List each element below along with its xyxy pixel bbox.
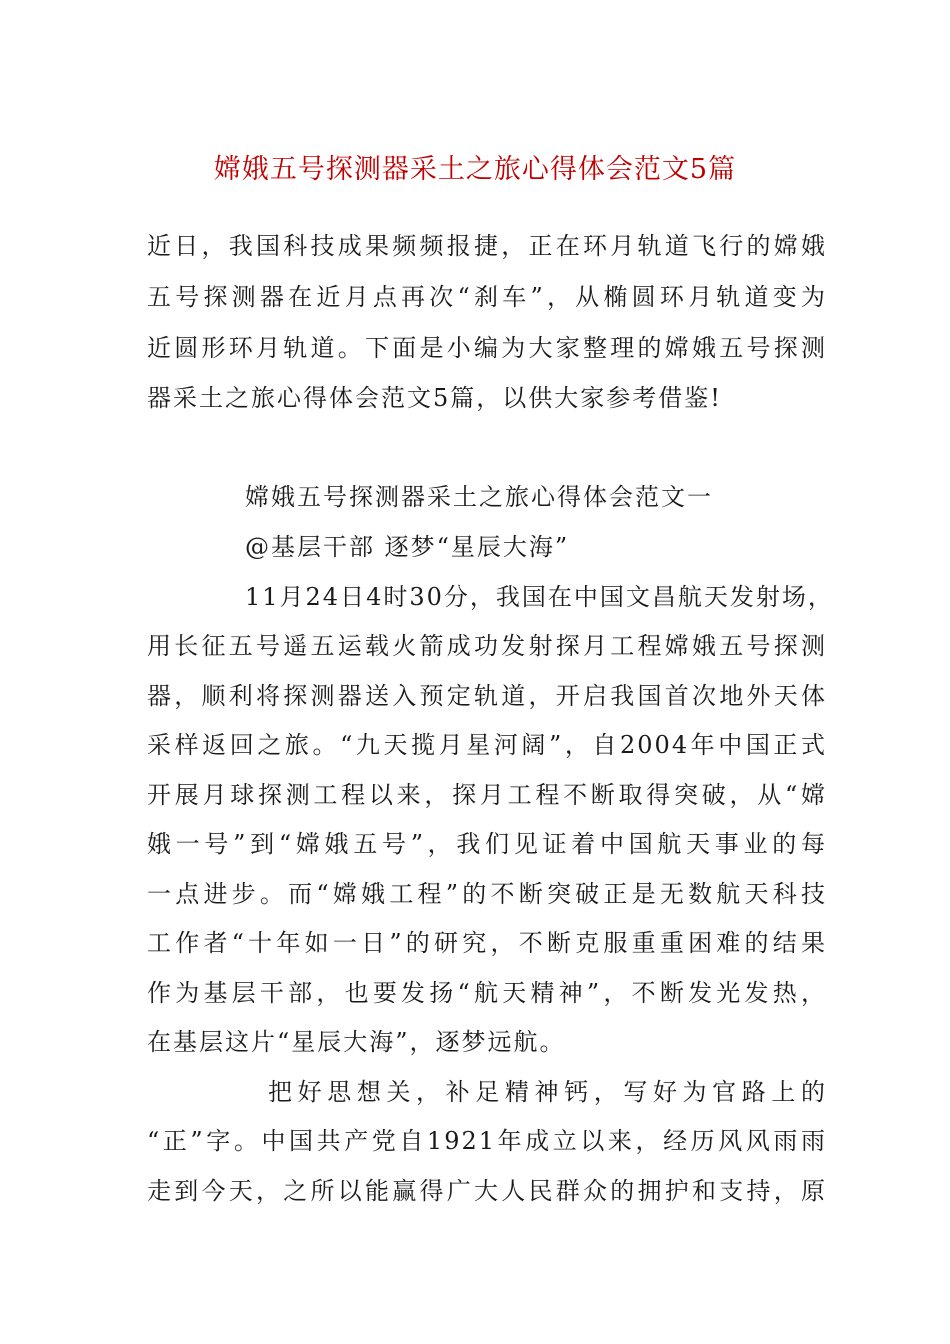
paragraph-line: 作为基层干部，也要发扬“航天精神”，不断发光发热， (147, 979, 827, 1007)
paragraph-line: 一点进步。而“嫦娥工程”的不断突破正是无数航天科技 (147, 880, 827, 908)
intro-line: 近日，我国科技成果频频报捷，正在环月轨道飞行的嫦娥 (147, 232, 827, 260)
intro-line: 器采土之旅心得体会范文5篇，以供大家参考借鉴! (147, 384, 722, 412)
paragraph-line: 采样返回之旅。“九天揽月星河阔”，自2004年中国正式 (147, 731, 827, 759)
paragraph-line: 走到今天，之所以能赢得广大人民群众的拥护和支持，原 (147, 1177, 827, 1205)
section-title: 嫦娥五号探测器采土之旅心得体会范文一 (245, 483, 713, 511)
paragraph-line: 把好思想关，补足精神钙，写好为官路上的 (268, 1078, 827, 1106)
paragraph-line: “正”字。中国共产党自1921年成立以来，经历风风雨雨 (147, 1127, 827, 1155)
document-title: 嫦娥五号探测器采土之旅心得体会范文5篇 (213, 154, 737, 185)
intro-line: 近圆形环月轨道。下面是小编为大家整理的嫦娥五号探测 (147, 334, 827, 362)
paragraph-line: 用长征五号遥五运载火箭成功发射探月工程嫦娥五号探测 (147, 632, 827, 660)
paragraph-line: 在基层这片“星辰大海”，逐梦远航。 (147, 1028, 566, 1056)
paragraph-line: 器，顺利将探测器送入预定轨道，开启我国首次地外天体 (147, 682, 827, 710)
intro-line: 五号探测器在近月点再次“刹车”，从椭圆环月轨道变为 (147, 283, 827, 311)
paragraph-line: 工作者“十年如一日”的研究，不断克服重重困难的结果 (147, 929, 827, 957)
paragraph-line: 开展月球探测工程以来，探月工程不断取得突破，从“嫦 (147, 781, 827, 809)
paragraph-line: 娥一号”到“嫦娥五号”，我们见证着中国航天事业的每 (147, 830, 827, 858)
paragraph-line: 11月24日4时30分，我国在中国文昌航天发射场， (245, 583, 834, 611)
section-subtitle: @基层干部 逐梦“星辰大海” (245, 533, 570, 561)
